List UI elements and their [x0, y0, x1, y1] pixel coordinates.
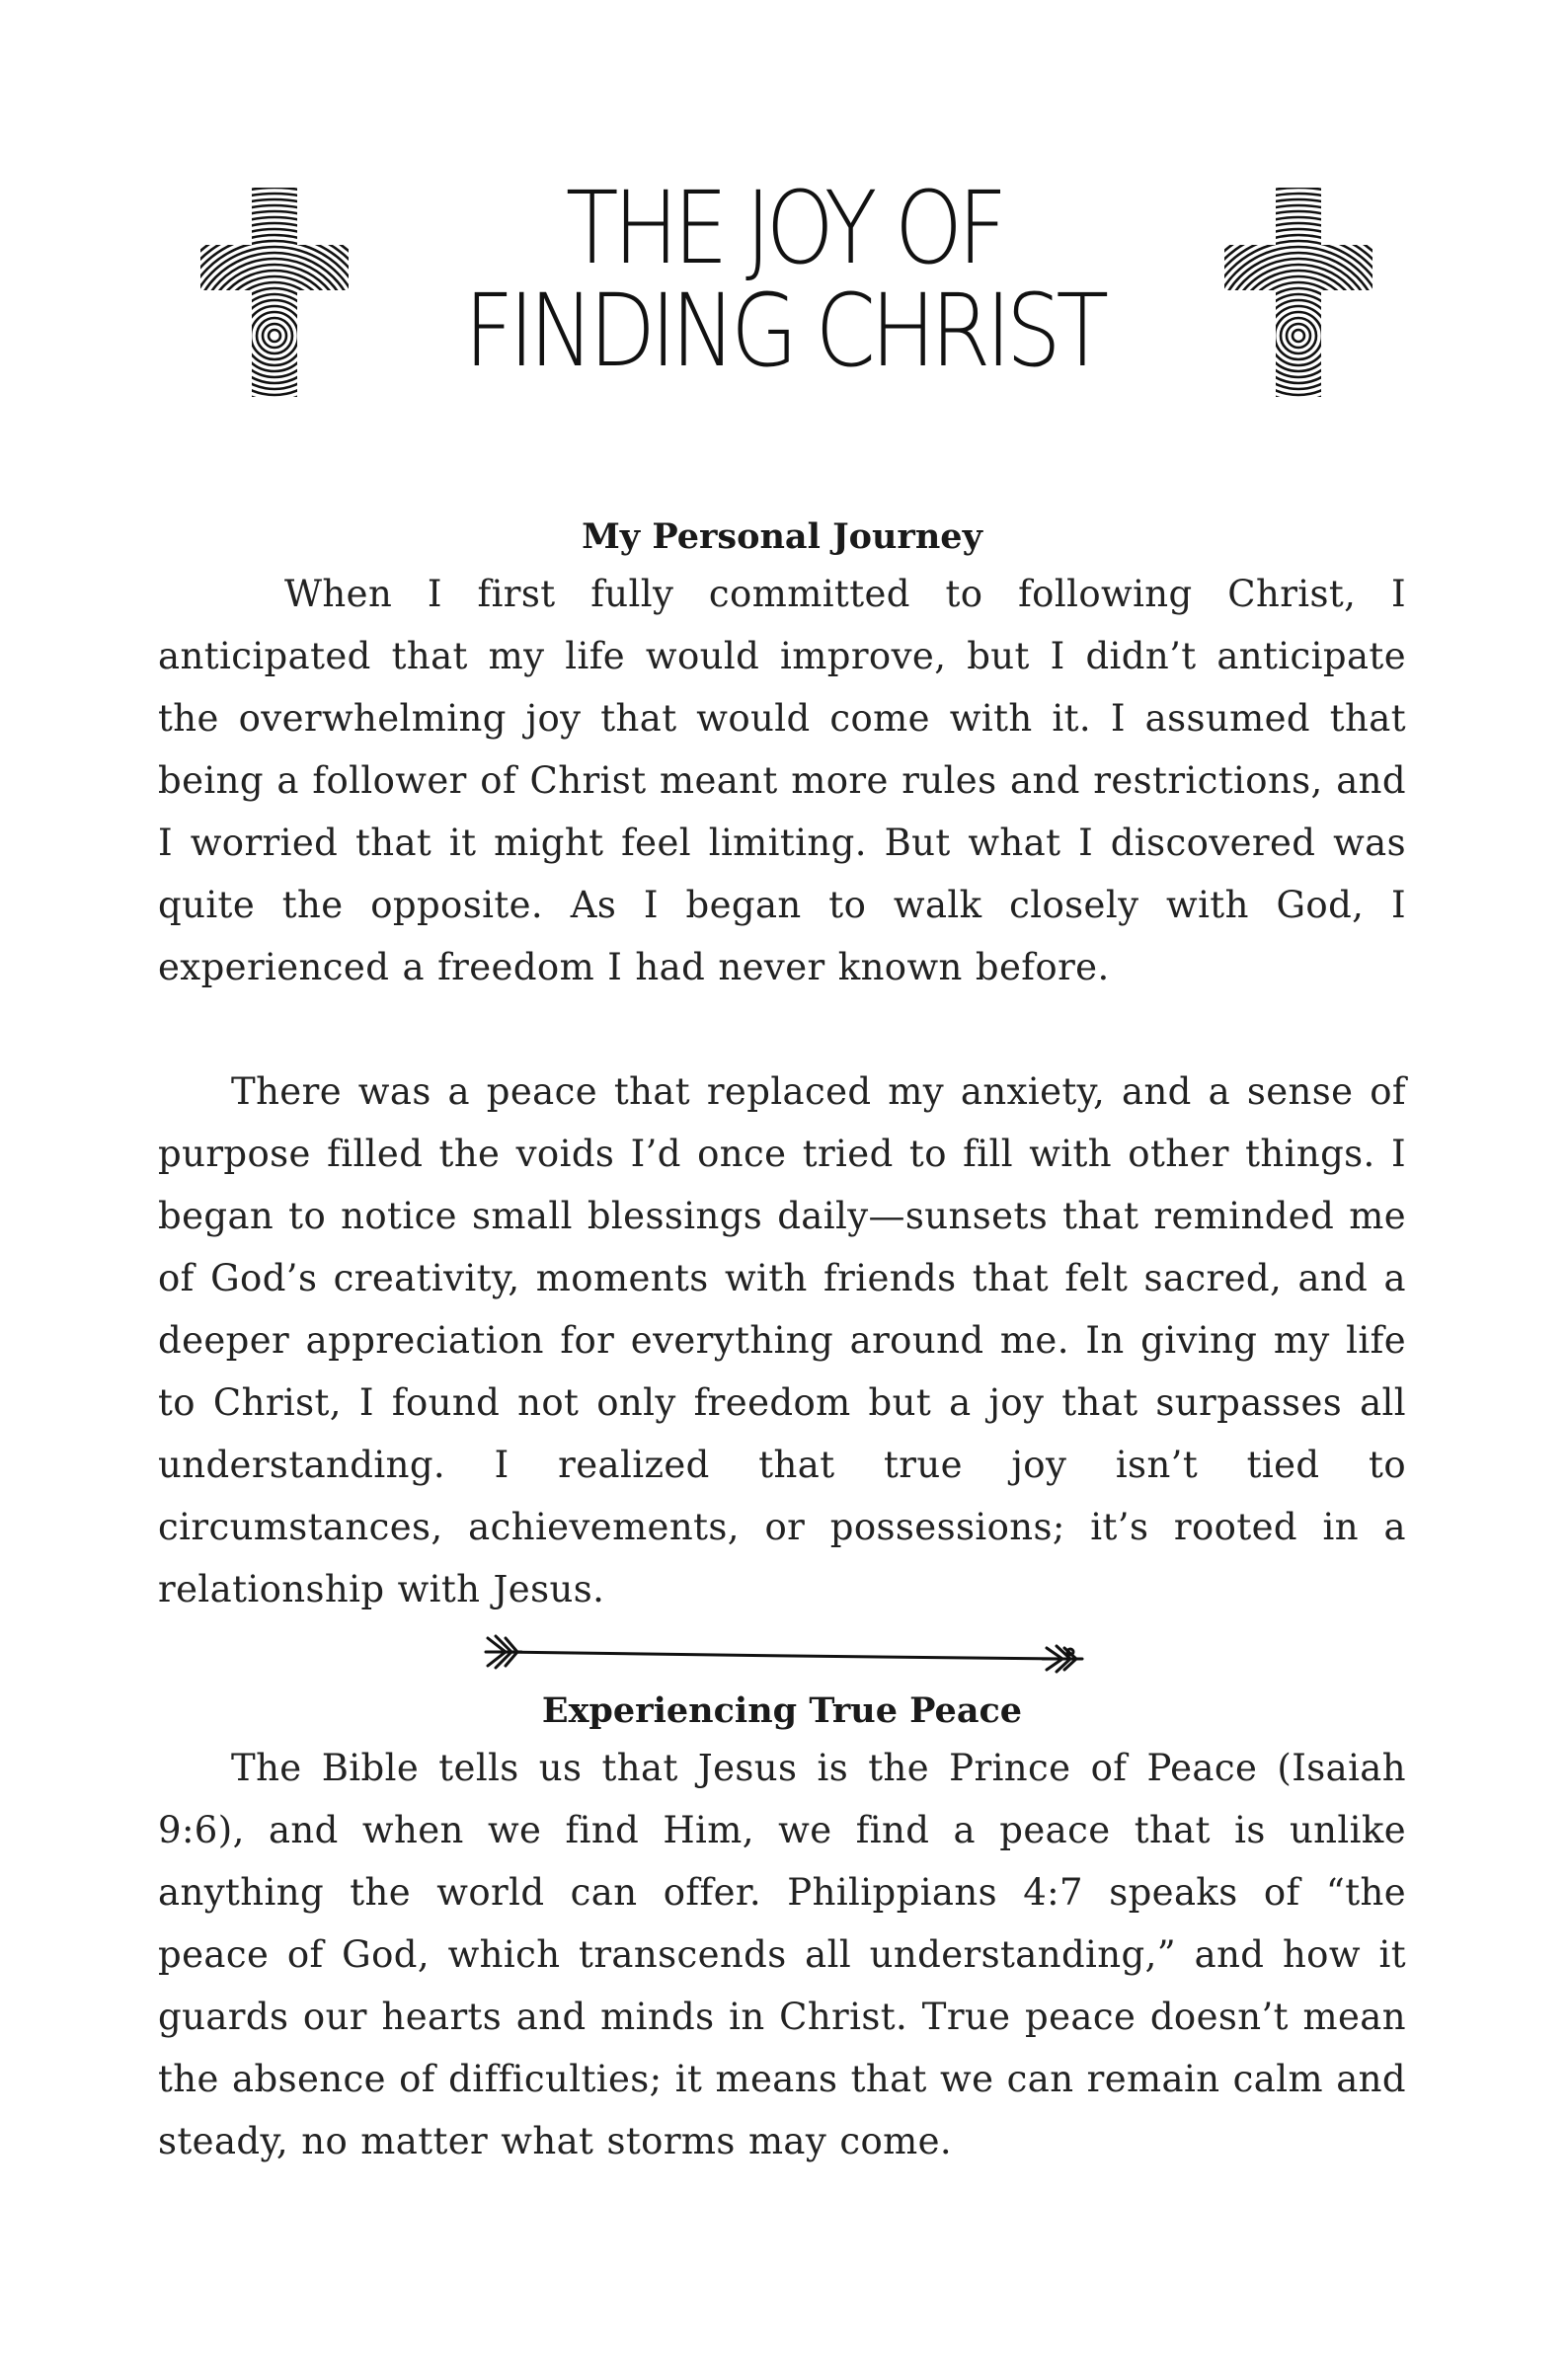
arrow-divider-icon [466, 1628, 1098, 1676]
page-content [158, 511, 1406, 2172]
fingerprint-cross-icon [200, 188, 349, 397]
paragraph: The Bible tells us that Jesus is the Prince of Peace (Isaiah 9:6), and when we find Him, we find a peace that is unlike anything the world can offer. Philippians 4:7 speaks of “the peace of God, which transcends all understanding,” and how it guards our hearts and minds in Christ. True peace doesn’t mean the absence of difficulties; it means that we can remain calm and steady, no matter what storms may come. [158, 1747, 1406, 2162]
title-line-2: FINDING CHRIST [464, 273, 1104, 390]
paragraph-spacer [158, 998, 1406, 1060]
paragraph: When I first fully committed to following Christ, I anticipated that my life would improve, but I didn’t anticipate the overwhelming joy that would come with it. I assumed that being a follower of Christ meant more rules and restrictions, and I worried that it might feel limiting. But what I discovered was quite the opposite. As I began to walk closely with God, I experienced a freedom I had never known before. [158, 573, 1406, 988]
paragraph: There was a peace that replaced my anxiety, and a sense of purpose filled the voids I’d once tried to fill with other things. I began to notice small blessings daily—sunsets that reminded me of God’s creativity, moments with friends that felt sacred, and a deeper appreciation for everything around me. In giving my life to Christ, I found not only freedom but a joy that surpasses all understanding. I realized that true joy isn’t tied to circumstances, achievements, or possessions; it’s rooted in a relationship with Jesus. [158, 1070, 1406, 1610]
page-title [399, 170, 1170, 390]
page-header [0, 170, 1568, 405]
section-heading: My Personal Journey [582, 516, 982, 557]
section-heading: Experiencing True Peace [541, 1690, 1023, 1731]
section-true-peace [158, 1686, 1406, 2172]
section-personal-journey [158, 511, 1406, 1620]
title-line-1: THE JOY OF [565, 170, 1003, 287]
fingerprint-cross-icon [1224, 188, 1372, 397]
